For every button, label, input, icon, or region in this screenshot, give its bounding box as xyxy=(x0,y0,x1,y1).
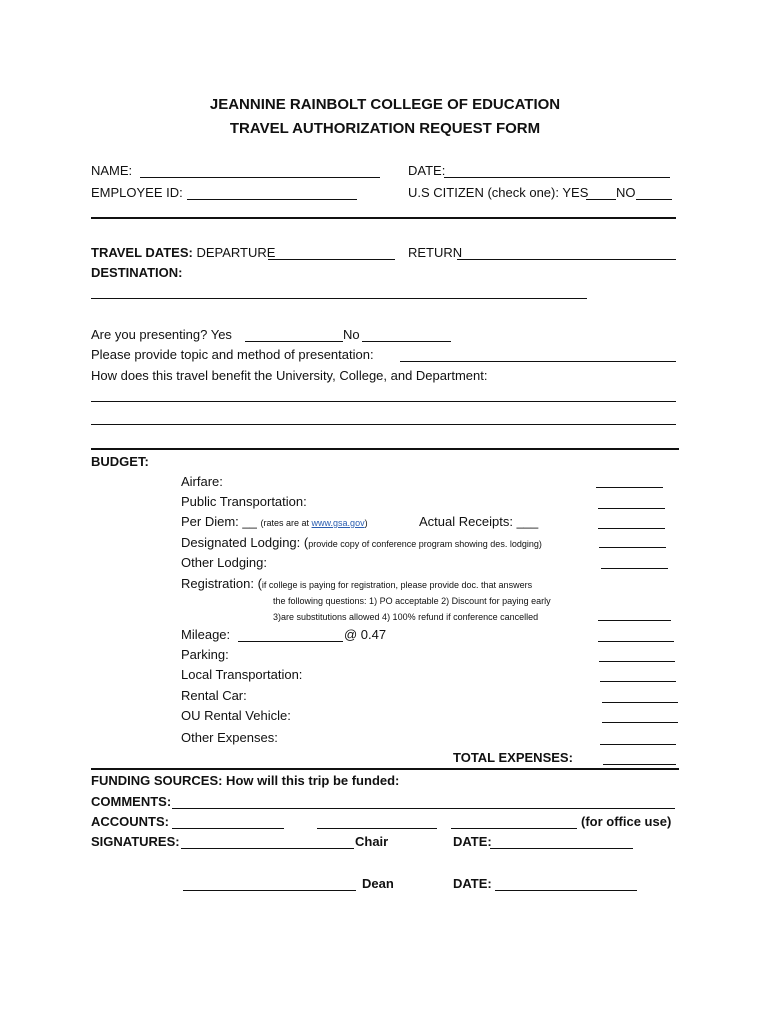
comments-field[interactable] xyxy=(172,808,675,809)
accounts-label: ACCOUNTS: xyxy=(91,814,169,829)
other-lodging-label: Other Lodging: xyxy=(181,555,268,570)
benefit-label: How does this travel benefit the University, College, and Department: xyxy=(91,368,488,383)
travel-dates-label: TRAVEL DATES: xyxy=(91,245,193,260)
actual-receipts-blank[interactable]: ___ xyxy=(516,514,539,529)
topic-label: Please provide topic and method of presentation: xyxy=(91,347,374,362)
signatures-label: SIGNATURES: xyxy=(91,834,180,849)
per-diem-row xyxy=(181,515,368,528)
chair-date-field[interactable] xyxy=(490,848,633,849)
office-use-label: (for office use) xyxy=(581,814,672,829)
funding-sources-label: FUNDING SOURCES: How will this trip be funded: xyxy=(91,773,400,788)
other-lodging-amount[interactable] xyxy=(601,568,668,569)
presenting-no-field[interactable] xyxy=(362,341,451,342)
per-diem-amount[interactable] xyxy=(598,528,665,529)
mileage-label: Mileage: xyxy=(181,627,231,642)
rates-suffix: ) xyxy=(364,518,368,528)
presenting-no-label: No xyxy=(343,327,360,342)
employee-id-label: EMPLOYEE ID: xyxy=(91,185,183,200)
return-label: RETURN xyxy=(408,245,463,260)
destination-field[interactable] xyxy=(91,298,587,299)
budget-label: BUDGET: xyxy=(91,454,149,469)
budget-divider xyxy=(91,448,679,450)
mileage-amount[interactable] xyxy=(598,641,674,642)
mileage-field[interactable] xyxy=(238,641,343,642)
date-label: DATE: xyxy=(408,163,446,178)
registration-label: Registration: ( xyxy=(181,576,262,591)
dean-date-label: DATE: xyxy=(453,876,492,891)
presenting-label: Are you presenting? Yes xyxy=(91,327,232,342)
designated-lodging-label: Designated Lodging: ( xyxy=(181,535,309,550)
departure-field[interactable] xyxy=(268,259,395,260)
registration-amount[interactable] xyxy=(598,620,671,621)
rental-car-label: Rental Car: xyxy=(181,688,247,703)
return-field[interactable] xyxy=(457,259,676,260)
footer-divider xyxy=(91,768,679,770)
actual-receipts-row xyxy=(419,515,538,528)
citizen-label: U.S CITIZEN (check one): YES xyxy=(408,185,589,200)
registration-note-2: the following questions: 1) PO acceptable 2) Discount for paying early xyxy=(273,596,551,606)
local-transport-label: Local Transportation: xyxy=(181,667,303,682)
presenting-yes-field[interactable] xyxy=(245,341,343,342)
employee-id-field[interactable] xyxy=(187,199,357,200)
airfare-amount[interactable] xyxy=(596,487,663,488)
designated-lodging-amount[interactable] xyxy=(599,547,666,548)
form-title-line1: JEANNINE RAINBOLT COLLEGE OF EDUCATION xyxy=(209,96,561,113)
date-field[interactable] xyxy=(444,177,670,178)
travel-dates-row xyxy=(91,246,275,259)
gsa-link[interactable]: www.gsa.gov xyxy=(311,518,365,528)
parking-amount[interactable] xyxy=(599,661,675,662)
topic-field[interactable] xyxy=(400,361,676,362)
rates-prefix: (rates are at xyxy=(260,518,312,528)
actual-receipts-label: Actual Receipts: xyxy=(419,514,513,529)
account-field-3[interactable] xyxy=(451,828,577,829)
name-field[interactable] xyxy=(140,177,380,178)
per-diem-label: Per Diem: xyxy=(181,514,239,529)
parking-label: Parking: xyxy=(181,647,229,662)
comments-label: COMMENTS: xyxy=(91,794,172,809)
destination-label: DESTINATION: xyxy=(91,265,183,280)
citizen-no-label: NO xyxy=(616,185,636,200)
chair-label: Chair xyxy=(355,834,389,849)
other-expenses-label: Other Expenses: xyxy=(181,730,278,745)
chair-date-label: DATE: xyxy=(453,834,492,849)
benefit-line-2[interactable] xyxy=(91,424,676,425)
airfare-label: Airfare: xyxy=(181,474,223,489)
account-field-2[interactable] xyxy=(317,828,437,829)
local-transport-amount[interactable] xyxy=(600,681,676,682)
chair-signature-field[interactable] xyxy=(181,848,354,849)
ou-rental-amount[interactable] xyxy=(602,722,678,723)
mileage-rate: @ 0.47 xyxy=(344,627,387,642)
dean-signature-field[interactable] xyxy=(183,890,356,891)
designated-lodging-note: provide copy of conference program showing des. lodging) xyxy=(308,539,542,549)
name-label: NAME: xyxy=(91,163,133,178)
ou-rental-label: OU Rental Vehicle: xyxy=(181,708,291,723)
account-field-1[interactable] xyxy=(172,828,284,829)
total-expenses-label: TOTAL EXPENSES: xyxy=(453,750,573,765)
departure-label: DEPARTURE xyxy=(196,245,276,260)
registration-note-1: if college is paying for registration, please provide doc. that answers xyxy=(261,580,533,590)
citizen-yes-field[interactable] xyxy=(586,199,616,200)
rental-car-amount[interactable] xyxy=(602,702,678,703)
registration-row xyxy=(181,577,532,590)
other-expenses-amount[interactable] xyxy=(600,744,676,745)
public-transport-amount[interactable] xyxy=(598,508,665,509)
per-diem-blank[interactable]: __ xyxy=(242,514,257,529)
citizen-no-field[interactable] xyxy=(636,199,672,200)
benefit-line-1[interactable] xyxy=(91,401,676,402)
dean-label: Dean xyxy=(362,876,394,891)
designated-lodging-row xyxy=(181,536,542,549)
registration-note-3: 3)are substitutions allowed 4) 100% refund if conference cancelled xyxy=(273,612,539,622)
dean-date-field[interactable] xyxy=(495,890,637,891)
public-transport-label: Public Transportation: xyxy=(181,494,307,509)
total-expenses-amount[interactable] xyxy=(603,764,676,765)
section-divider xyxy=(91,217,676,219)
form-title-line2: TRAVEL AUTHORIZATION REQUEST FORM xyxy=(229,120,541,137)
